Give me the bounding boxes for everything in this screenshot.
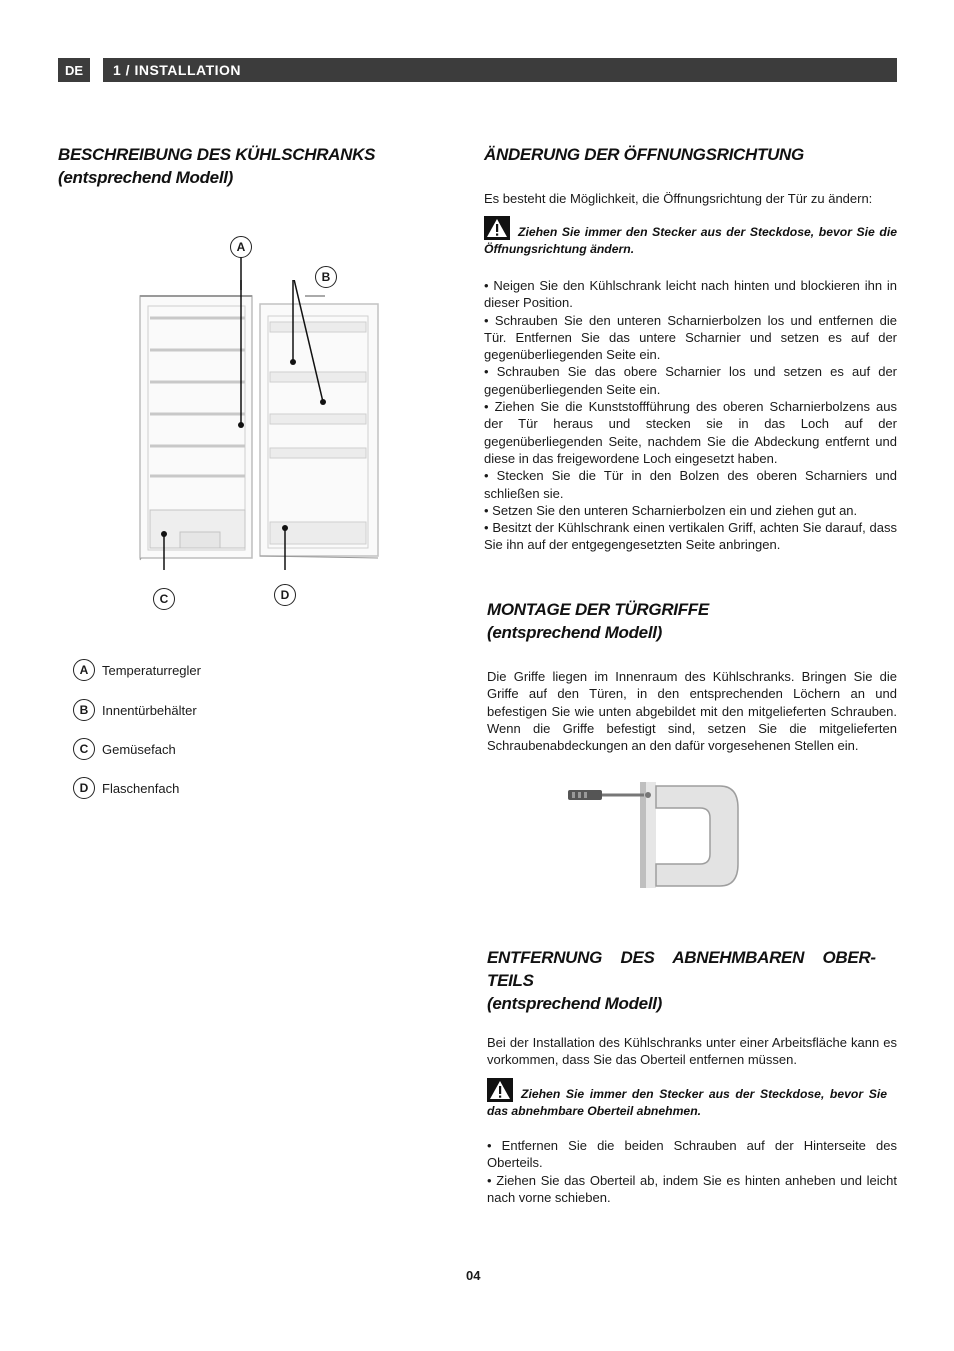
top-removal-intro: Bei der Installation des Kühlschranks unter einer Arbeitsfläche kann es vorkommen, dass Sie das Oberteil entfernen müssen. — [487, 1035, 897, 1068]
warning-icon — [484, 216, 510, 240]
legend-label: Gemüsefach — [102, 741, 176, 757]
title-line: (entsprechend Modell) — [487, 994, 663, 1013]
title-line: ÄNDERUNG DER ÖFFNUNGSRICHTUNG — [484, 145, 804, 164]
title-line: (entsprechend Modell) — [58, 168, 234, 187]
step-text: • Besitzt der Kühlschrank einen vertikalen Griff, achten Sie darauf, dass Sie ihn auf der entgegengesetzten Seite anbringen. — [484, 520, 897, 553]
title-line: (entsprechend Modell) — [487, 623, 663, 642]
title-line: BESCHREIBUNG DES KÜHLSCHRANKS — [58, 145, 376, 164]
legend-item — [73, 699, 197, 721]
title-line: MONTAGE DER TÜRGRIFFE — [487, 600, 709, 619]
section-header: 1 / INSTALLATION — [103, 58, 897, 82]
door-reversal-warning — [484, 224, 897, 258]
legend-item — [73, 659, 201, 681]
warning-icon — [487, 1078, 513, 1102]
language-badge: DE — [58, 58, 90, 82]
fridge-illustration — [130, 280, 390, 570]
title-line: TEILS — [487, 971, 534, 990]
step-text: • Stecken Sie die Tür in den Bolzen des oberen Scharniers und schließen sie. — [484, 468, 897, 501]
legend-label: Flaschenfach — [102, 780, 180, 796]
step-text: • Schrauben Sie das obere Scharnier los und setzen es auf der gegenüberliegenden Seite ein. — [484, 364, 897, 397]
step-text: • Setzen Sie den unteren Scharnierbolzen ein und ziehen gut an. — [484, 502, 858, 518]
handles-text: Die Griffe liegen im Innenraum des Kühlschranks. Bringen Sie die Griffe auf den Türen, in den entsprechenden Löchern an und befestigen Sie wie unten abgebildet mit den mitgelieferten Schrauben. Wenn die Griffe befestigt sind, setzen Sie die mitgelieferten Schraubenabdeckungen an den dafür vorgesehenen Stellen ein. — [487, 669, 897, 754]
legend-item — [73, 777, 179, 799]
door-reversal-intro: Es besteht die Möglichkeit, die Öffnungsrichtung der Tür zu ändern: — [484, 191, 873, 206]
door-reversal-steps — [484, 277, 897, 554]
top-removal-steps — [487, 1137, 897, 1206]
handle-illustration — [560, 778, 750, 890]
legend-item — [73, 738, 176, 760]
legend-key: B — [73, 699, 95, 721]
callout-a: A — [230, 236, 252, 258]
legend-key: A — [73, 659, 95, 681]
title-line: ENTFERNUNG DES ABNEHMBAREN OBER- — [487, 948, 876, 967]
callout-c: C — [153, 588, 175, 610]
legend-key: C — [73, 738, 95, 760]
step-text: • Neigen Sie den Kühlschrank leicht nach hinten und blockieren ihn in dieser Position. — [484, 278, 897, 311]
callout-b: B — [315, 266, 337, 288]
fridge-description-title — [58, 143, 375, 189]
page-number: 04 — [466, 1268, 481, 1283]
legend-key: D — [73, 777, 95, 799]
legend-label: Temperaturregler — [102, 662, 201, 678]
top-removal-warning — [487, 1086, 887, 1120]
step-text: • Entfernen Sie die beiden Schrauben auf der Hinterseite des Oberteils. — [487, 1138, 897, 1171]
legend-label: Innentürbehälter — [102, 702, 197, 718]
step-text: • Schrauben Sie den unteren Scharnierbolzen los und entfernen die Tür. Entfernen Sie das untere Scharnier und setzen es auf der gegenüberliegenden Seite ein. — [484, 312, 897, 363]
warning-text: Ziehen Sie immer den Stecker aus der Steckdose, bevor Sie das abnehmbare Oberteil abnehmen. — [487, 1087, 887, 1118]
door-reversal-title — [484, 143, 804, 166]
warning-text: Ziehen Sie immer den Stecker aus der Steckdose, bevor Sie die Öffnungsrichtung ändern. — [484, 225, 897, 256]
top-removal-title — [487, 946, 897, 1015]
callout-d: D — [274, 584, 296, 606]
step-text: • Ziehen Sie die Kunststoffführung des oberen Scharnierbolzens aus der Tür heraus und stecken sie in das Loch auf der gegenüberliegenden Seite, nachdem Sie die Abdeckung entfernt und diese in das freigewordene Loch eingesetzt haben. — [484, 399, 897, 466]
handles-title — [487, 598, 709, 644]
step-text: • Ziehen Sie das Oberteil ab, indem Sie es hinten anheben und leicht nach vorne schieben. — [487, 1172, 897, 1205]
